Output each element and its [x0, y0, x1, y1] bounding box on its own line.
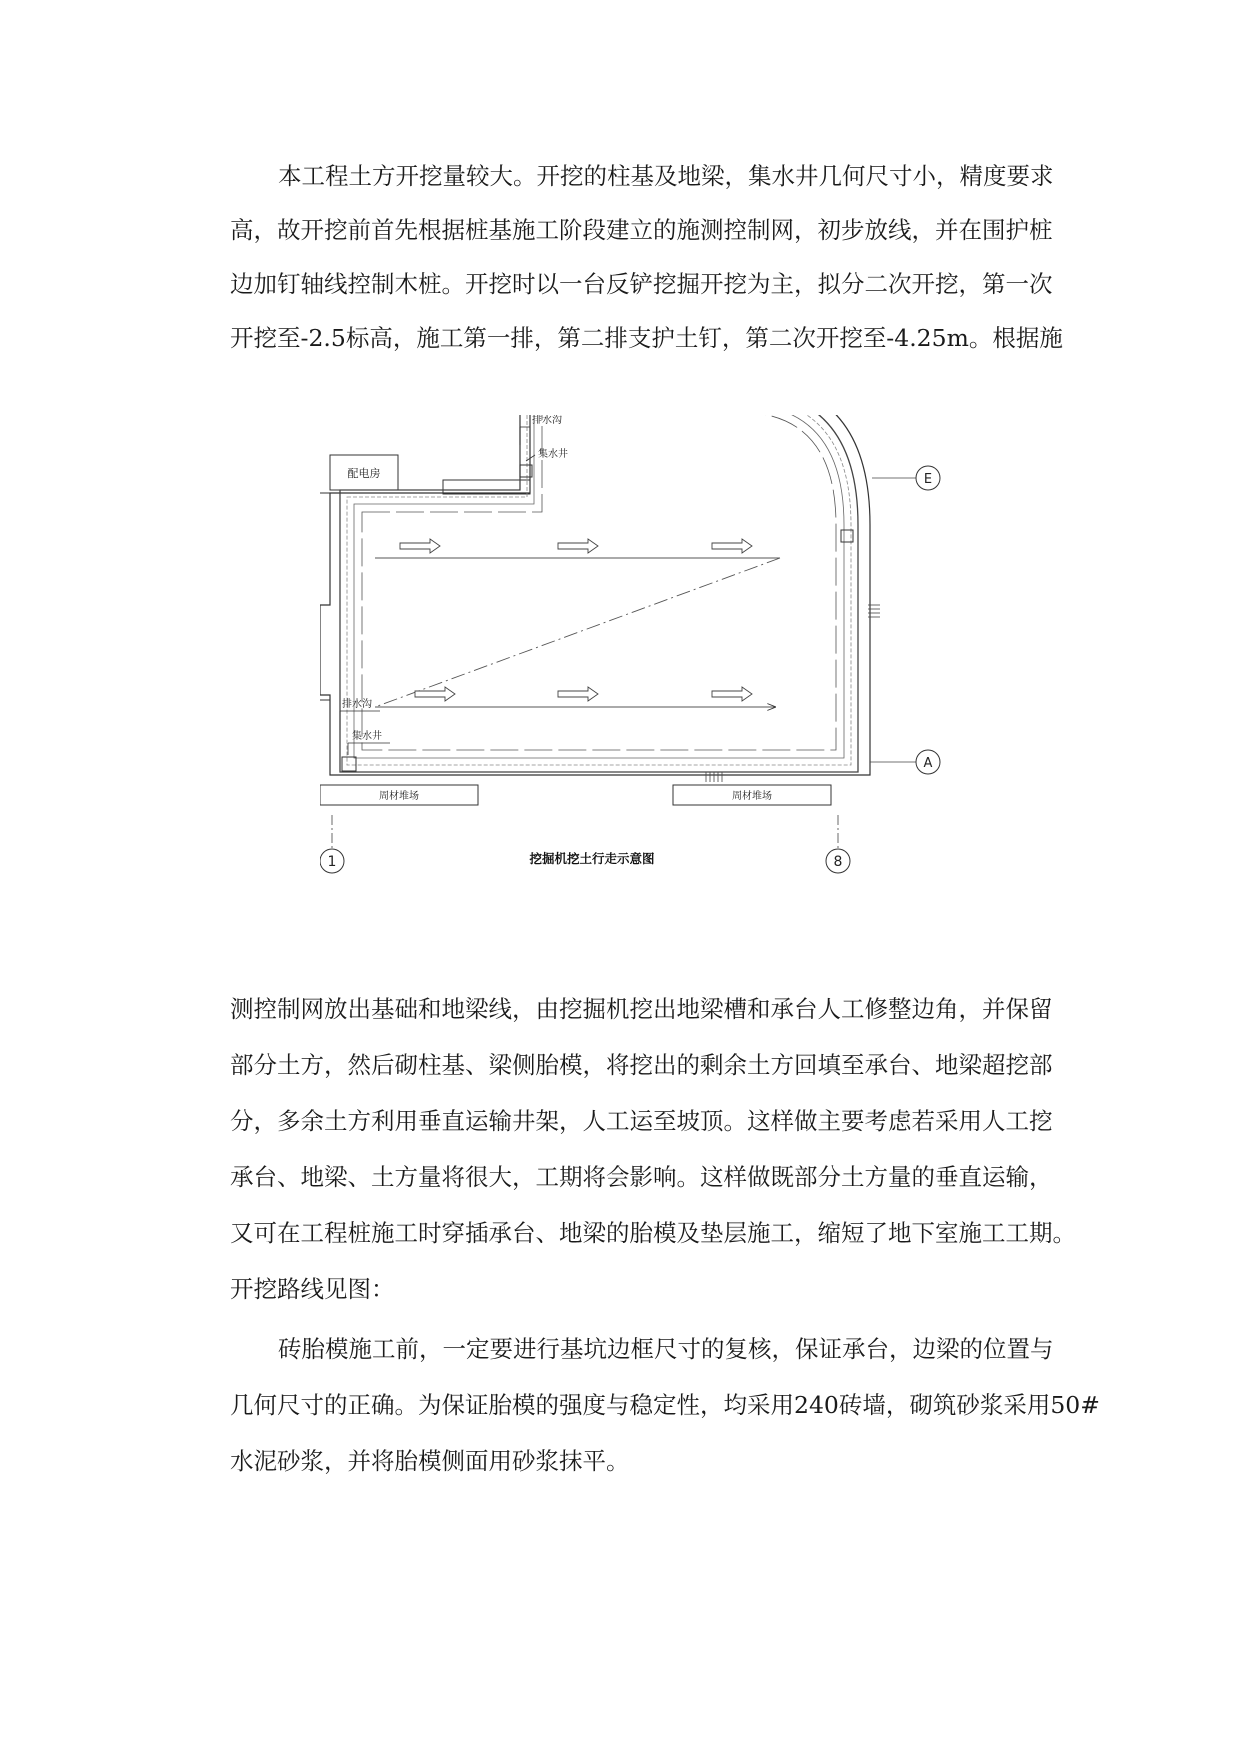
top-strip: [443, 480, 530, 494]
storage-right: [673, 785, 831, 805]
sump-bottom-icon: [342, 757, 356, 771]
direction-arrows: [400, 539, 752, 701]
paragraph-line: 分，多余土方利用垂直运输井架，人工运至坡顶。这样做主要考虑若采用人工挖: [230, 1107, 1053, 1135]
storage-left-label: 周材堆场: [379, 791, 419, 802]
paragraph-line: 开挖路线见图：: [230, 1275, 395, 1303]
direction-arrow-icon: [712, 539, 752, 553]
paragraph-line: 本工程土方开挖量较大。开挖的柱基及地梁，集水井几何尺寸小，精度要求: [278, 162, 1054, 190]
paragraph-line: 砖胎模施工前，一定要进行基坑边框尺寸的复核，保证承台，边梁的位置与: [278, 1335, 1054, 1363]
diagram-canvas: [320, 415, 1060, 975]
paragraph-line: 高，故开挖前首先根据桩基施工阶段建立的施测控制网，初步放线，并在围护桩: [230, 216, 1053, 244]
axis-1: [320, 815, 344, 873]
axis-e-label: E: [923, 472, 933, 487]
pit-wall-inner: [347, 415, 851, 765]
paragraph-2: [230, 990, 1110, 1326]
power-room-label: 配电房: [347, 467, 381, 480]
drain-ditch-top-label: 排水沟: [532, 415, 562, 426]
paragraph-line: 水泥砂浆，并将胎模侧面用砂浆抹平。: [230, 1447, 630, 1475]
route-line-diagonal: [375, 558, 780, 707]
direction-arrow-icon: [558, 539, 598, 553]
direction-arrow-icon: [558, 687, 598, 701]
power-room: [330, 455, 398, 490]
paragraph-line: 测控制网放出基础和地梁线，由挖掘机挖出地梁槽和承台人工修整边角，并保留: [230, 995, 1053, 1023]
axis-8: [826, 815, 850, 873]
excavator-route-diagram: [320, 415, 1060, 975]
axis-1-label: 1: [327, 854, 337, 870]
paragraph-line: 边加钉轴线控制木桩。开挖时以一台反铲挖掘开挖为主，拟分二次开挖，第一次: [230, 270, 1053, 298]
wall-hatching: [320, 415, 880, 782]
excavator-route: [375, 558, 780, 707]
pit-outer-boundary: [320, 415, 870, 775]
paragraph-line: 又可在工程桩施工时穿插承台、地梁的胎模及垫层施工，缩短了地下室施工工期。: [230, 1219, 1076, 1247]
axis-a-label: A: [923, 756, 933, 771]
axis-a: [870, 750, 940, 774]
figure-title: 挖掘机挖土行走示意图: [529, 851, 655, 866]
direction-arrow-icon: [400, 539, 440, 553]
paragraph-3: [230, 1330, 1110, 1498]
paragraph-line: 部分土方，然后砌柱基、梁侧胎模，将挖出的剩余土方回填至承台、地梁超挖部: [230, 1051, 1053, 1079]
axis-8-label: 8: [833, 854, 843, 870]
storage-left: [320, 785, 478, 805]
sump-top-label: 集水井: [538, 449, 568, 460]
drain-ditch-top-callout: [520, 415, 562, 445]
paragraph-1: [230, 157, 1110, 373]
drain-ditch-bottom-label: 排水沟: [342, 699, 372, 710]
left-protrusion: [320, 493, 330, 700]
direction-arrow-icon: [712, 687, 752, 701]
storage-right-label: 周材堆场: [732, 791, 772, 802]
paragraph-line: 开挖至-2.5标高，施工第一排，第二排支护土钉，第二次开挖至-4.25m。根据施: [230, 324, 1063, 352]
pit-wall-outer: [340, 415, 858, 772]
paragraph-line: 承台、地梁、土方量将很大，工期将会影响。这样做既部分土方量的垂直运输，: [230, 1163, 1053, 1191]
sump-bottom-label: 集水井: [352, 731, 382, 742]
drain-ditch-bottom-callout: [340, 697, 380, 730]
paragraph-line: 几何尺寸的正确。为保证胎模的强度与稳定性，均采用240砖墙，砌筑砂浆采用50#: [230, 1391, 1100, 1419]
pit-dashed-outline: [362, 415, 836, 750]
axis-e: [872, 466, 940, 490]
direction-arrow-icon: [415, 687, 455, 701]
sump-top-callout: [526, 447, 568, 461]
